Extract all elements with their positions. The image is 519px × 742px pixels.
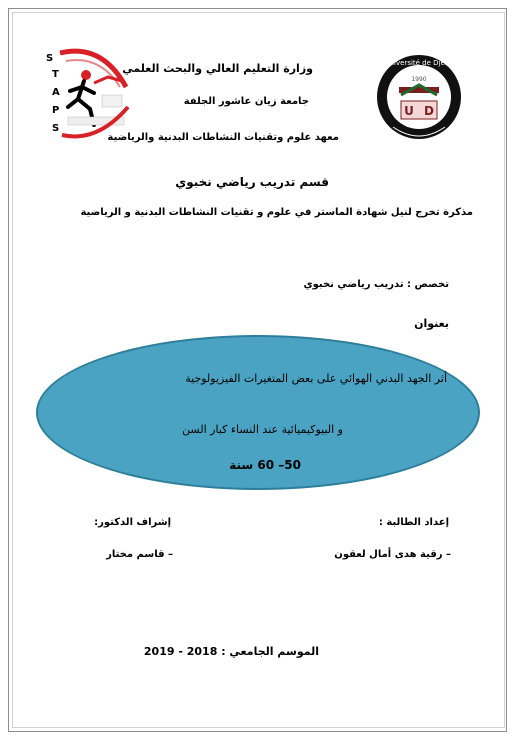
age-range: 50– 60 سنة bbox=[229, 458, 301, 472]
staps-logo bbox=[42, 47, 132, 139]
department-name: قسم تدريب رياضي نخبوي bbox=[175, 175, 329, 189]
thesis-title-line2: و البيوكيميائية عند النساء كبار السن bbox=[182, 423, 343, 436]
supervisor-name: – قاسم مختار bbox=[106, 549, 173, 560]
university-djelfa-seal bbox=[375, 47, 463, 147]
specialty: تخصص : تدريب رياضي نخبوي bbox=[303, 279, 449, 290]
staps-letter-s2: S bbox=[52, 123, 60, 134]
seal-letter-d: D bbox=[424, 104, 434, 118]
supervisor-label: إشراف الدكتور: bbox=[94, 517, 171, 528]
prepared-by-label: إعداد الطالبة : bbox=[378, 517, 449, 528]
institute-name: معهد علوم وتقنيات النشاطات البدنية والرياضية bbox=[107, 132, 339, 143]
seal-text: Université de Djelfa bbox=[384, 59, 454, 67]
staps-letter-s1: S bbox=[46, 53, 54, 64]
seal-year: 1990 bbox=[411, 76, 427, 83]
thesis-title-line1: أثر الجهد البدني الهوائي على بعض المتغيرات الفيزيولوجية bbox=[185, 372, 447, 385]
thesis-type: مذكرة تخرج لنيل شهادة الماستر في علوم و تقنيات النشاطات البدنية و الرياضية bbox=[80, 207, 473, 218]
staps-letter-a: A bbox=[52, 87, 60, 98]
seal-letter-u: U bbox=[404, 104, 414, 118]
staps-letter-t: T bbox=[52, 69, 59, 80]
university-name: جامعة زيان عاشور الجلفة bbox=[183, 96, 309, 107]
student-name: – رقية هدى أمال لعقون bbox=[334, 549, 451, 560]
academic-year: الموسم الجامعي : 2018 - 2019 bbox=[143, 645, 319, 658]
title-label: بعنوان bbox=[414, 317, 449, 330]
ministry-name: وزارة التعليم العالي والبحث العلمي bbox=[122, 62, 313, 75]
staps-letter-p: P bbox=[52, 105, 60, 116]
